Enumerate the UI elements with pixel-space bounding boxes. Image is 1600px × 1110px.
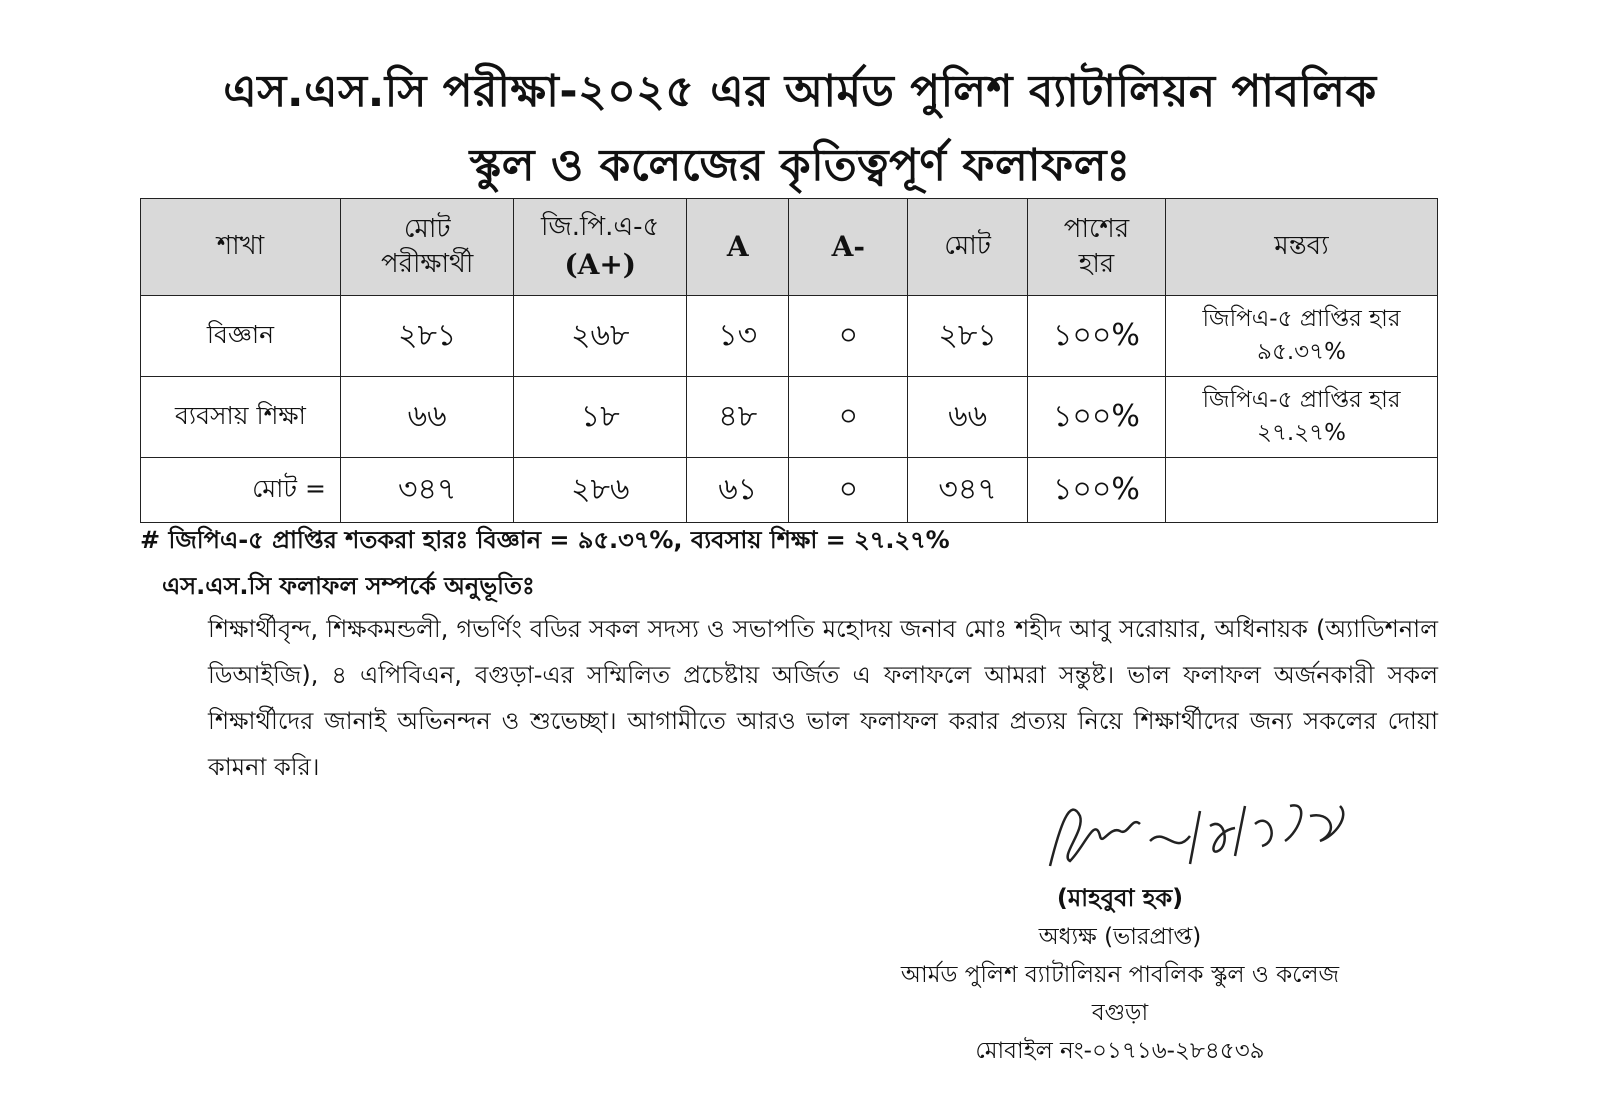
total-gpa5-cell: ২৮৬ xyxy=(514,458,687,523)
remark-line1: জিপিএ-৫ প্রাপ্তির হার xyxy=(1202,386,1401,413)
feelings-paragraph: শিক্ষার্থীবৃন্দ, শিক্ষকমন্ডলী, গভর্ণিং বডির সকল সদস্য ও সভাপতি মহোদয় জনাব মোঃ শহীদ আবু সরোয়ার, অধিনায়ক (অ্যাডিশনাল ডিআইজি), ৪ এপিবিএন, বগুড়া-এর সম্মিলিত প্রচেষ্টায় অর্জিত এ ফলাফলে আমরা সন্তুষ্ট। ভাল ফলাফল অর্জনকারী সকল শিক্ষার্থীদের জানাই অভিনন্দন ও শুভেচ্ছা। আগামীতে আরও ভাল ফলাফল করার প্রত্যয় নিয়ে শিক্ষার্থীদের জন্য সকলের দোয়া কামনা করি। xyxy=(208,615,1438,781)
remark-cell xyxy=(1165,296,1437,377)
header-pass-line2: হার xyxy=(1078,249,1115,279)
header-examinees-line2: পরীক্ষার্থী xyxy=(381,249,474,279)
mobile-number: মোবাইল নং-০১৭১৬-২৮৪৫৩৯ xyxy=(975,1038,1265,1064)
total-examinees-cell: ৩৪৭ xyxy=(340,458,514,523)
header-gpa5-line2: (A+) xyxy=(564,247,637,281)
table-row xyxy=(141,296,1438,377)
table-row xyxy=(141,377,1438,458)
branch-cell: ব্যবসায় শিক্ষা xyxy=(141,377,341,458)
document-title-line2: স্কুল ও কলেজের কৃতিত্বপূর্ণ ফলাফলঃ xyxy=(469,140,1131,191)
total-total-cell: ৩৪৭ xyxy=(908,458,1028,523)
document-title-line1: এস.এস.সি পরীক্ষা-২০২৫ এর আর্মড পুলিশ ব্যাটালিয়ন পাবলিক xyxy=(223,66,1377,117)
a-minus-cell: ০ xyxy=(789,296,908,377)
header-pass-rate xyxy=(1027,199,1165,296)
signature-scribble xyxy=(1040,786,1380,886)
total-row xyxy=(141,458,1438,523)
results-table xyxy=(140,198,1438,523)
remark-line2: ২৭.২৭% xyxy=(1256,420,1346,446)
header-total: মোট xyxy=(908,199,1028,296)
table-header-row xyxy=(141,199,1438,296)
remark-line2: ৯৫.৩৭% xyxy=(1257,339,1346,365)
gpa5-percentage-note: # জিপিএ-৫ প্রাপ্তির শতকরা হারঃ বিজ্ঞান = ৯৫.৩৭%, ব্যবসায় শিক্ষা = ২৭.২৭% xyxy=(140,526,950,554)
header-pass-line1: পাশের xyxy=(1063,213,1130,244)
total-cell: ৬৬ xyxy=(908,377,1028,458)
header-a: A xyxy=(686,199,789,296)
total-remark-cell xyxy=(1165,458,1437,523)
total-label-cell: মোট = xyxy=(141,458,341,523)
header-gpa5 xyxy=(514,199,687,296)
pass-rate-cell: ১০০% xyxy=(1027,296,1165,377)
remark-line1: জিপিএ-৫ প্রাপ্তির হার xyxy=(1202,305,1401,332)
header-examinees-line1: মোট xyxy=(403,213,451,244)
institution-name: আর্মড পুলিশ ব্যাটালিয়ন পাবলিক স্কুল ও কলেজ xyxy=(900,962,1340,988)
feelings-heading: এস.এস.সি ফলাফল সম্পর্কে অনুভূতিঃ xyxy=(162,572,535,600)
principal-designation: অধ্যক্ষ (ভারপ্রাপ্ত) xyxy=(1038,924,1202,950)
header-gpa5-line1: জি.পি.এ-৫ xyxy=(541,212,660,243)
handwritten-signature xyxy=(1040,786,1380,886)
a-cell: ৪৮ xyxy=(686,377,789,458)
institution-location: বগুড়া xyxy=(1091,1000,1149,1026)
total-a-cell: ৬১ xyxy=(686,458,789,523)
a-cell: ১৩ xyxy=(686,296,789,377)
examinees-cell: ২৮১ xyxy=(340,296,514,377)
total-cell: ২৮১ xyxy=(908,296,1028,377)
header-a-minus: A- xyxy=(789,199,908,296)
pass-rate-cell: ১০০% xyxy=(1027,377,1165,458)
branch-cell: বিজ্ঞান xyxy=(141,296,341,377)
gpa5-cell: ১৮ xyxy=(514,377,687,458)
examinees-cell: ৬৬ xyxy=(340,377,514,458)
principal-name: (মাহবুবা হক) xyxy=(1056,884,1184,912)
header-branch: শাখা xyxy=(141,199,341,296)
total-a-minus-cell: ০ xyxy=(789,458,908,523)
header-total-examinees xyxy=(340,199,514,296)
gpa5-cell: ২৬৮ xyxy=(514,296,687,377)
header-remarks: মন্তব্য xyxy=(1165,199,1437,296)
a-minus-cell: ০ xyxy=(789,377,908,458)
total-pass-rate-cell: ১০০% xyxy=(1027,458,1165,523)
remark-cell xyxy=(1165,377,1437,458)
